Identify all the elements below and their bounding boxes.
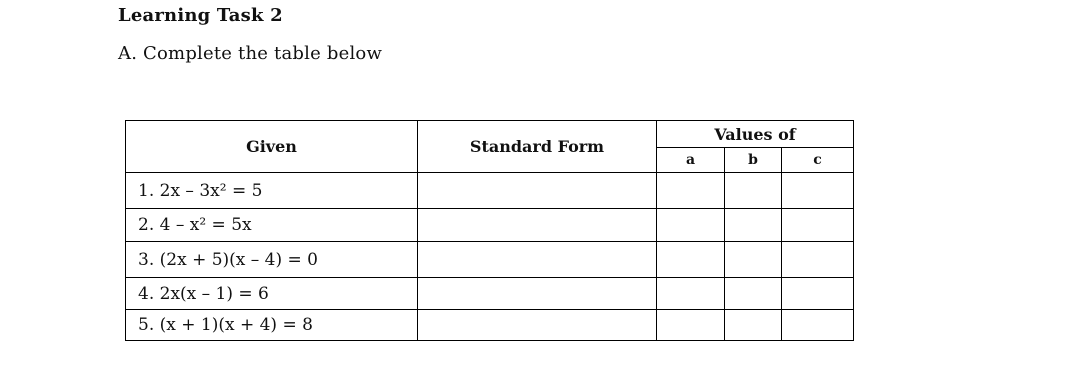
instruction-text: A. Complete the table below bbox=[118, 43, 383, 64]
standard-form-cell[interactable] bbox=[418, 242, 657, 278]
given-equation: 1. 2x – 3x² = 5 bbox=[126, 173, 418, 209]
value-a-cell[interactable] bbox=[657, 242, 725, 278]
value-b-cell[interactable] bbox=[725, 173, 782, 209]
given-equation: 5. (x + 1)(x + 4) = 8 bbox=[126, 310, 418, 341]
value-c-cell[interactable] bbox=[782, 209, 854, 242]
table-row bbox=[126, 209, 854, 242]
value-b-cell[interactable] bbox=[725, 209, 782, 242]
table-row bbox=[126, 278, 854, 310]
header-a: a bbox=[657, 148, 725, 173]
value-a-cell[interactable] bbox=[657, 209, 725, 242]
value-b-cell[interactable] bbox=[725, 278, 782, 310]
table-row bbox=[126, 310, 854, 341]
header-values-of: Values of bbox=[657, 121, 854, 148]
given-equation: 2. 4 – x² = 5x bbox=[126, 209, 418, 242]
given-equation: 3. (2x + 5)(x – 4) = 0 bbox=[126, 242, 418, 278]
table-row bbox=[126, 173, 854, 209]
header-standard-form: Standard Form bbox=[418, 121, 657, 173]
standard-form-cell[interactable] bbox=[418, 278, 657, 310]
value-a-cell[interactable] bbox=[657, 278, 725, 310]
task-title: Learning Task 2 bbox=[118, 5, 283, 26]
value-c-cell[interactable] bbox=[782, 242, 854, 278]
value-c-cell[interactable] bbox=[782, 173, 854, 209]
header-c: c bbox=[782, 148, 854, 173]
header-b: b bbox=[725, 148, 782, 173]
value-a-cell[interactable] bbox=[657, 310, 725, 341]
value-c-cell[interactable] bbox=[782, 310, 854, 341]
answer-table bbox=[125, 120, 854, 341]
table-row bbox=[126, 242, 854, 278]
standard-form-cell[interactable] bbox=[418, 173, 657, 209]
value-b-cell[interactable] bbox=[725, 242, 782, 278]
standard-form-cell[interactable] bbox=[418, 310, 657, 341]
standard-form-cell[interactable] bbox=[418, 209, 657, 242]
value-c-cell[interactable] bbox=[782, 278, 854, 310]
header-given: Given bbox=[126, 121, 418, 173]
value-b-cell[interactable] bbox=[725, 310, 782, 341]
value-a-cell[interactable] bbox=[657, 173, 725, 209]
given-equation: 4. 2x(x – 1) = 6 bbox=[126, 278, 418, 310]
